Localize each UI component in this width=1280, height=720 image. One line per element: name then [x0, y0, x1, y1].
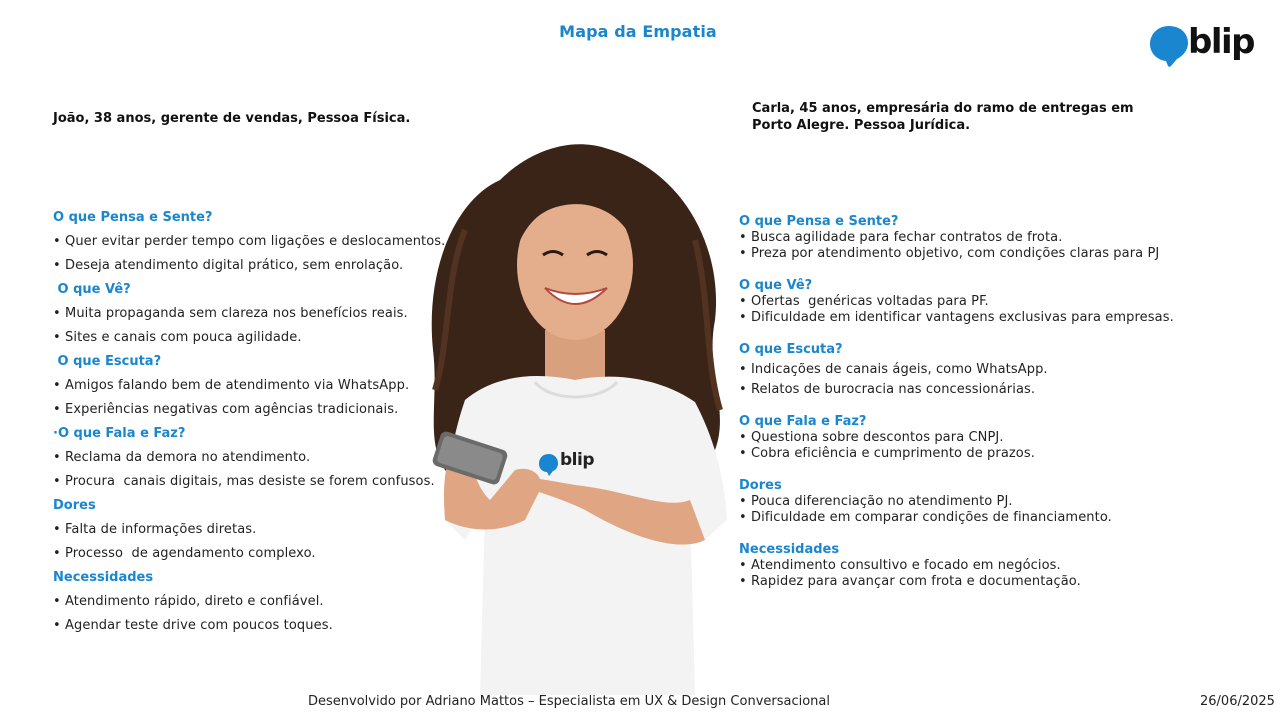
- section-heading: O que Pensa e Sente?: [53, 210, 213, 225]
- brand-logo: [1150, 22, 1262, 67]
- list-item: • Falta de informações diretas.: [53, 522, 257, 537]
- section-heading: O que Pensa e Sente?: [739, 214, 899, 229]
- list-item: • Ofertas genéricas voltadas para PF.: [739, 294, 989, 309]
- section-heading: O que Fala e Faz?: [739, 414, 867, 429]
- persona-photo: [405, 140, 745, 695]
- list-item: • Atendimento rápido, direto e confiável.: [53, 594, 324, 609]
- list-item: • Dificuldade em comparar condições de financiamento.: [739, 510, 1112, 525]
- list-item: • Pouca diferenciação no atendimento PJ.: [739, 494, 1013, 509]
- section-heading: Necessidades: [739, 542, 840, 557]
- section-heading: Necessidades: [53, 570, 154, 585]
- section-heading: Dores: [739, 478, 782, 493]
- section-heading: Dores: [53, 498, 96, 513]
- list-item: • Indicações de canais ágeis, como WhatsApp.: [739, 362, 1048, 377]
- list-item: • Procura canais digitais, mas desiste se forem confusos.: [53, 474, 435, 489]
- list-item: • Preza por atendimento objetivo, com condições claras para PJ: [739, 246, 1160, 261]
- list-item: • Muita propaganda sem clareza nos benefícios reais.: [53, 306, 408, 321]
- section-heading: ·O que Fala e Faz?: [53, 426, 186, 441]
- list-item: • Quer evitar perder tempo com ligações e deslocamentos.: [53, 234, 446, 249]
- list-item: • Busca agilidade para fechar contratos de frota.: [739, 230, 1063, 245]
- section-heading: O que Vê?: [53, 282, 131, 297]
- list-item: • Experiências negativas com agências tradicionais.: [53, 402, 399, 417]
- empathy-map-right: [739, 214, 1209, 590]
- list-item: • Atendimento consultivo e focado em negócios.: [739, 558, 1061, 573]
- list-item: • Reclama da demora no atendimento.: [53, 450, 311, 465]
- section-heading: O que Escuta?: [53, 354, 162, 369]
- footer-date: 26/06/2025: [1200, 694, 1275, 709]
- list-item: • Dificuldade em identificar vantagens exclusivas para empresas.: [739, 310, 1174, 325]
- footer-credit: Desenvolvido por Adriano Mattos – Especialista em UX & Design Conversacional: [308, 694, 830, 709]
- empathy-map-left: [53, 208, 448, 640]
- section-heading: O que Escuta?: [739, 342, 843, 357]
- persona-right: Carla, 45 anos, empresária do ramo de entregas em Porto Alegre. Pessoa Jurídica.: [752, 101, 1134, 133]
- section-heading: O que Vê?: [739, 278, 813, 293]
- shirt-logo-text: blip: [560, 450, 594, 470]
- list-item: • Questiona sobre descontos para CNPJ.: [739, 430, 1004, 445]
- list-item: • Rapidez para avançar com frota e documentação.: [739, 574, 1081, 589]
- page-title: Mapa da Empatia: [559, 22, 717, 41]
- list-item: • Amigos falando bem de atendimento via WhatsApp.: [53, 378, 410, 393]
- persona-left: João, 38 anos, gerente de vendas, Pessoa Física.: [53, 111, 411, 126]
- speech-bubble-icon: [1150, 25, 1190, 67]
- list-item: • Sites e canais com pouca agilidade.: [53, 330, 302, 345]
- list-item: • Cobra eficiência e cumprimento de prazos.: [739, 446, 1035, 461]
- logo-text: blip: [1188, 22, 1254, 62]
- list-item: • Relatos de burocracia nas concessionárias.: [739, 382, 1036, 397]
- list-item: • Deseja atendimento digital prático, sem enrolação.: [53, 258, 404, 273]
- list-item: • Processo de agendamento complexo.: [53, 546, 316, 561]
- list-item: • Agendar teste drive com poucos toques.: [53, 618, 333, 633]
